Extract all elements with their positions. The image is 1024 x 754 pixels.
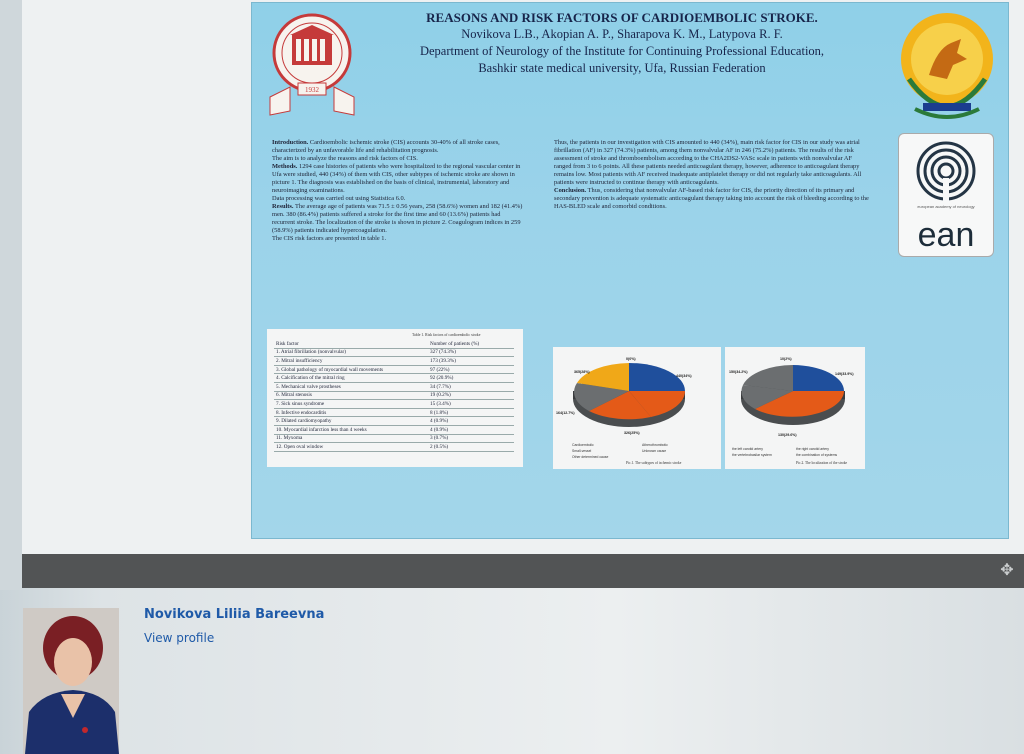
table-row <box>274 382 514 391</box>
intro-text: Cardioembolic ischemic stroke (CIS) accounts 30-40% of all stroke cases, characterized by an unfavorable life and rehabilitation prognosis. <box>272 139 500 154</box>
poster-left-column <box>272 139 524 243</box>
pie2-label: 150(34.2%) <box>729 370 748 374</box>
table-cell: 3. Global pathology of myocardial wall movements <box>274 365 428 374</box>
table-row <box>274 443 514 452</box>
pie1-legend-item: Atherothrombotic <box>642 443 668 447</box>
table-cell: 12. Open oval window <box>274 443 428 452</box>
table-row <box>274 400 514 409</box>
ean-logo-subtitle: european academy of neurology <box>917 204 975 209</box>
table-cell: 1. Atrial fibrillation (nonvalvular) <box>274 348 428 357</box>
table-cell: 327 (74.3%) <box>428 348 514 357</box>
pie1-label: 365(28%) <box>574 370 590 374</box>
table-row <box>274 357 514 366</box>
poster-title-main: REASONS AND RISK FACTORS OF CARDIOEMBOLIC STROKE. <box>426 10 818 25</box>
ean-logo <box>898 133 994 257</box>
table-cell: 3 (0.7%) <box>428 434 514 443</box>
bashkortostan-emblem <box>897 9 997 121</box>
risk-factor-table <box>274 340 514 452</box>
table-header-cell: Number of patients (%) <box>428 340 514 348</box>
pie1-label: 0(0%) <box>626 357 636 361</box>
pie2-caption: Pic.2. The localization of the stroke <box>796 461 848 465</box>
table-ref-text: The CIS risk factors are presented in table 1. <box>272 235 387 242</box>
poster-university: Bashkir state medical university, Ufa, Russian Federation <box>478 61 766 75</box>
pie1-legend-item: Small-vessel <box>572 449 592 453</box>
table-cell: 8 (1.8%) <box>428 408 514 417</box>
table-row <box>274 417 514 426</box>
table-row <box>274 374 514 383</box>
ean-logo-text: ean <box>917 216 975 254</box>
pie-chart-localization <box>725 347 865 457</box>
conclusion-text: Thus, considering that nonvalvular AF-based risk factor for CIS, the priority direction of its primary and secondary prevention is adequate systematic anticoagulant therapy taking into account the risk of bleeding according to the HAS-BLED scale and comorbid conditions. <box>554 187 869 210</box>
table-cell: 8. Infective endocarditis <box>274 408 428 417</box>
pie2-legend-item: the combination of systems <box>796 453 838 457</box>
table-cell: 4. Calcification of the mitral ring <box>274 374 428 383</box>
table-cell: 7. Sick sinus syndrome <box>274 400 428 409</box>
table-cell: 10. Myocardial infarction less than 4 weeks <box>274 425 428 434</box>
author-name[interactable]: Novikova Liliia Bareevna <box>144 607 325 622</box>
pie2-label: 130(29.6%) <box>778 433 797 437</box>
university-logo <box>262 9 360 117</box>
table-cell: 34 (7.7%) <box>428 382 514 391</box>
table-cell: 15 (3.4%) <box>428 400 514 409</box>
pie1-legend-item: Cardioembolic <box>572 443 594 447</box>
pie-chart-subtypes <box>553 347 721 457</box>
table-row <box>274 365 514 374</box>
conclusion-label: Conclusion. <box>554 187 587 194</box>
poster-authors: Novikova L.B., Akopian A. P., Sharapova K. M., Latypova R. F. <box>461 27 783 41</box>
pie1-caption: Pic.1. The subtypes of ischemic stroke <box>626 461 682 465</box>
processing-text: Data processing was carried out using Statistica 6.0. <box>272 195 406 202</box>
table-cell: 4 (0.9%) <box>428 425 514 434</box>
table-row <box>274 348 514 357</box>
avatar[interactable] <box>23 608 119 754</box>
pie2-legend-item: the left carotid artery <box>732 447 763 451</box>
pie2-legend-item: the right carotid artery <box>796 447 829 451</box>
table-cell: 2. Mitral insufficiency <box>274 357 428 366</box>
table-row <box>274 391 514 400</box>
left-margin <box>0 0 22 590</box>
pie2-label: 149(33.9%) <box>835 372 854 376</box>
table-caption: Table 1. Risk factors of cardioembolic stroke <box>412 333 481 337</box>
table-cell: 9. Dilated cardiomyopathy <box>274 417 428 426</box>
table-cell: 19 (0.2%) <box>428 391 514 400</box>
results-text: The average age of patients was 71.5 ± 0.56 years, 258 (58.6%) women and 182 (41.4%) men. 380 (86.4%) patients suffered a stroke for the first time and 60 (13.6%) patients had recurrent stroke. The localization of the stroke is shown in picture 2. Coagulogram indices in 259 (58.9%) patients indicated hypercoagulation. <box>272 203 523 234</box>
table-header-row <box>274 340 514 348</box>
pie1-label: 440(34%) <box>676 374 692 378</box>
table-cell: 92 (20.9%) <box>428 374 514 383</box>
author-photo <box>23 608 119 754</box>
table-row <box>274 425 514 434</box>
methods-text: 1294 case histories of patients who were hospitalized to the regional vascular center in Ufa were studied, 440 (34%) of them with CIS, other subtypes of ischemic stroke are shown in picture 1. The diagnosis was established on the basis of clinical, instrumental, laboratory and neuroimaging examinations. <box>272 163 521 194</box>
methods-label: Methods. <box>272 163 298 170</box>
move-icon[interactable]: ✥ <box>1000 562 1014 579</box>
table-cell: 4 (0.9%) <box>428 417 514 426</box>
pie2-label: 10(2%) <box>780 357 792 361</box>
table-cell: 97 (22%) <box>428 365 514 374</box>
table-cell: 5. Mechanical valve prostheses <box>274 382 428 391</box>
table-cell: 2 (0.5%) <box>428 443 514 452</box>
pie2-legend-item: the vertebrobasilar system <box>732 453 772 457</box>
ean-maze-icon <box>899 138 993 208</box>
table-cell: 11. Myxoma <box>274 434 428 443</box>
pie1-label: 326(25%) <box>624 431 640 435</box>
table-row <box>274 408 514 417</box>
poster-department: Department of Neurology of the Institute for Continuing Professional Education, <box>419 44 825 58</box>
poster-right-column <box>554 139 870 211</box>
results-label: Results. <box>272 203 294 210</box>
view-profile-link[interactable]: View profile <box>144 631 215 645</box>
table-row <box>274 434 514 443</box>
pie1-legend-item: Other determined cause <box>572 455 609 459</box>
poster-title <box>362 9 882 77</box>
poster-image[interactable] <box>251 2 1009 539</box>
discussion-text: Thus, the patients in our investigation with CIS amounted to 440 (34%), main risk factor for CIS in our study was atrial fibrillation (AF) in 327 (74.3%) patients, among them nonvalvular AF in 246 (75.2%) patients. The results of the risk assessment of stroke and thromboembolism according to the CHA2DS2-VASc scale in patients with nonvalvular AF ranged from 3 to 6 points. All these patients needed anticoagulant therapy, however, adherence to anticoagulant therapy remains low. Most patients with AF received inadequate antiplatelet therapy or did not regularly take anticoagulants. All patients were instructed to continue therapy with anticoagulants. <box>554 139 862 186</box>
logo-year: 1932 <box>305 86 319 94</box>
aim-text: The aim is to analyze the reasons and risk factors of CIS. <box>272 155 418 162</box>
pie1-label: 164(12.7%) <box>556 411 575 415</box>
table-cell: 6. Mitral stenosis <box>274 391 428 400</box>
table-header-cell: Risk factor <box>274 340 428 348</box>
viewer-toolbar <box>22 554 1024 588</box>
table-cell: 173 (39.3%) <box>428 357 514 366</box>
intro-label: Introduction. <box>272 139 309 146</box>
pie1-legend-item: Unknown cause <box>642 449 667 453</box>
